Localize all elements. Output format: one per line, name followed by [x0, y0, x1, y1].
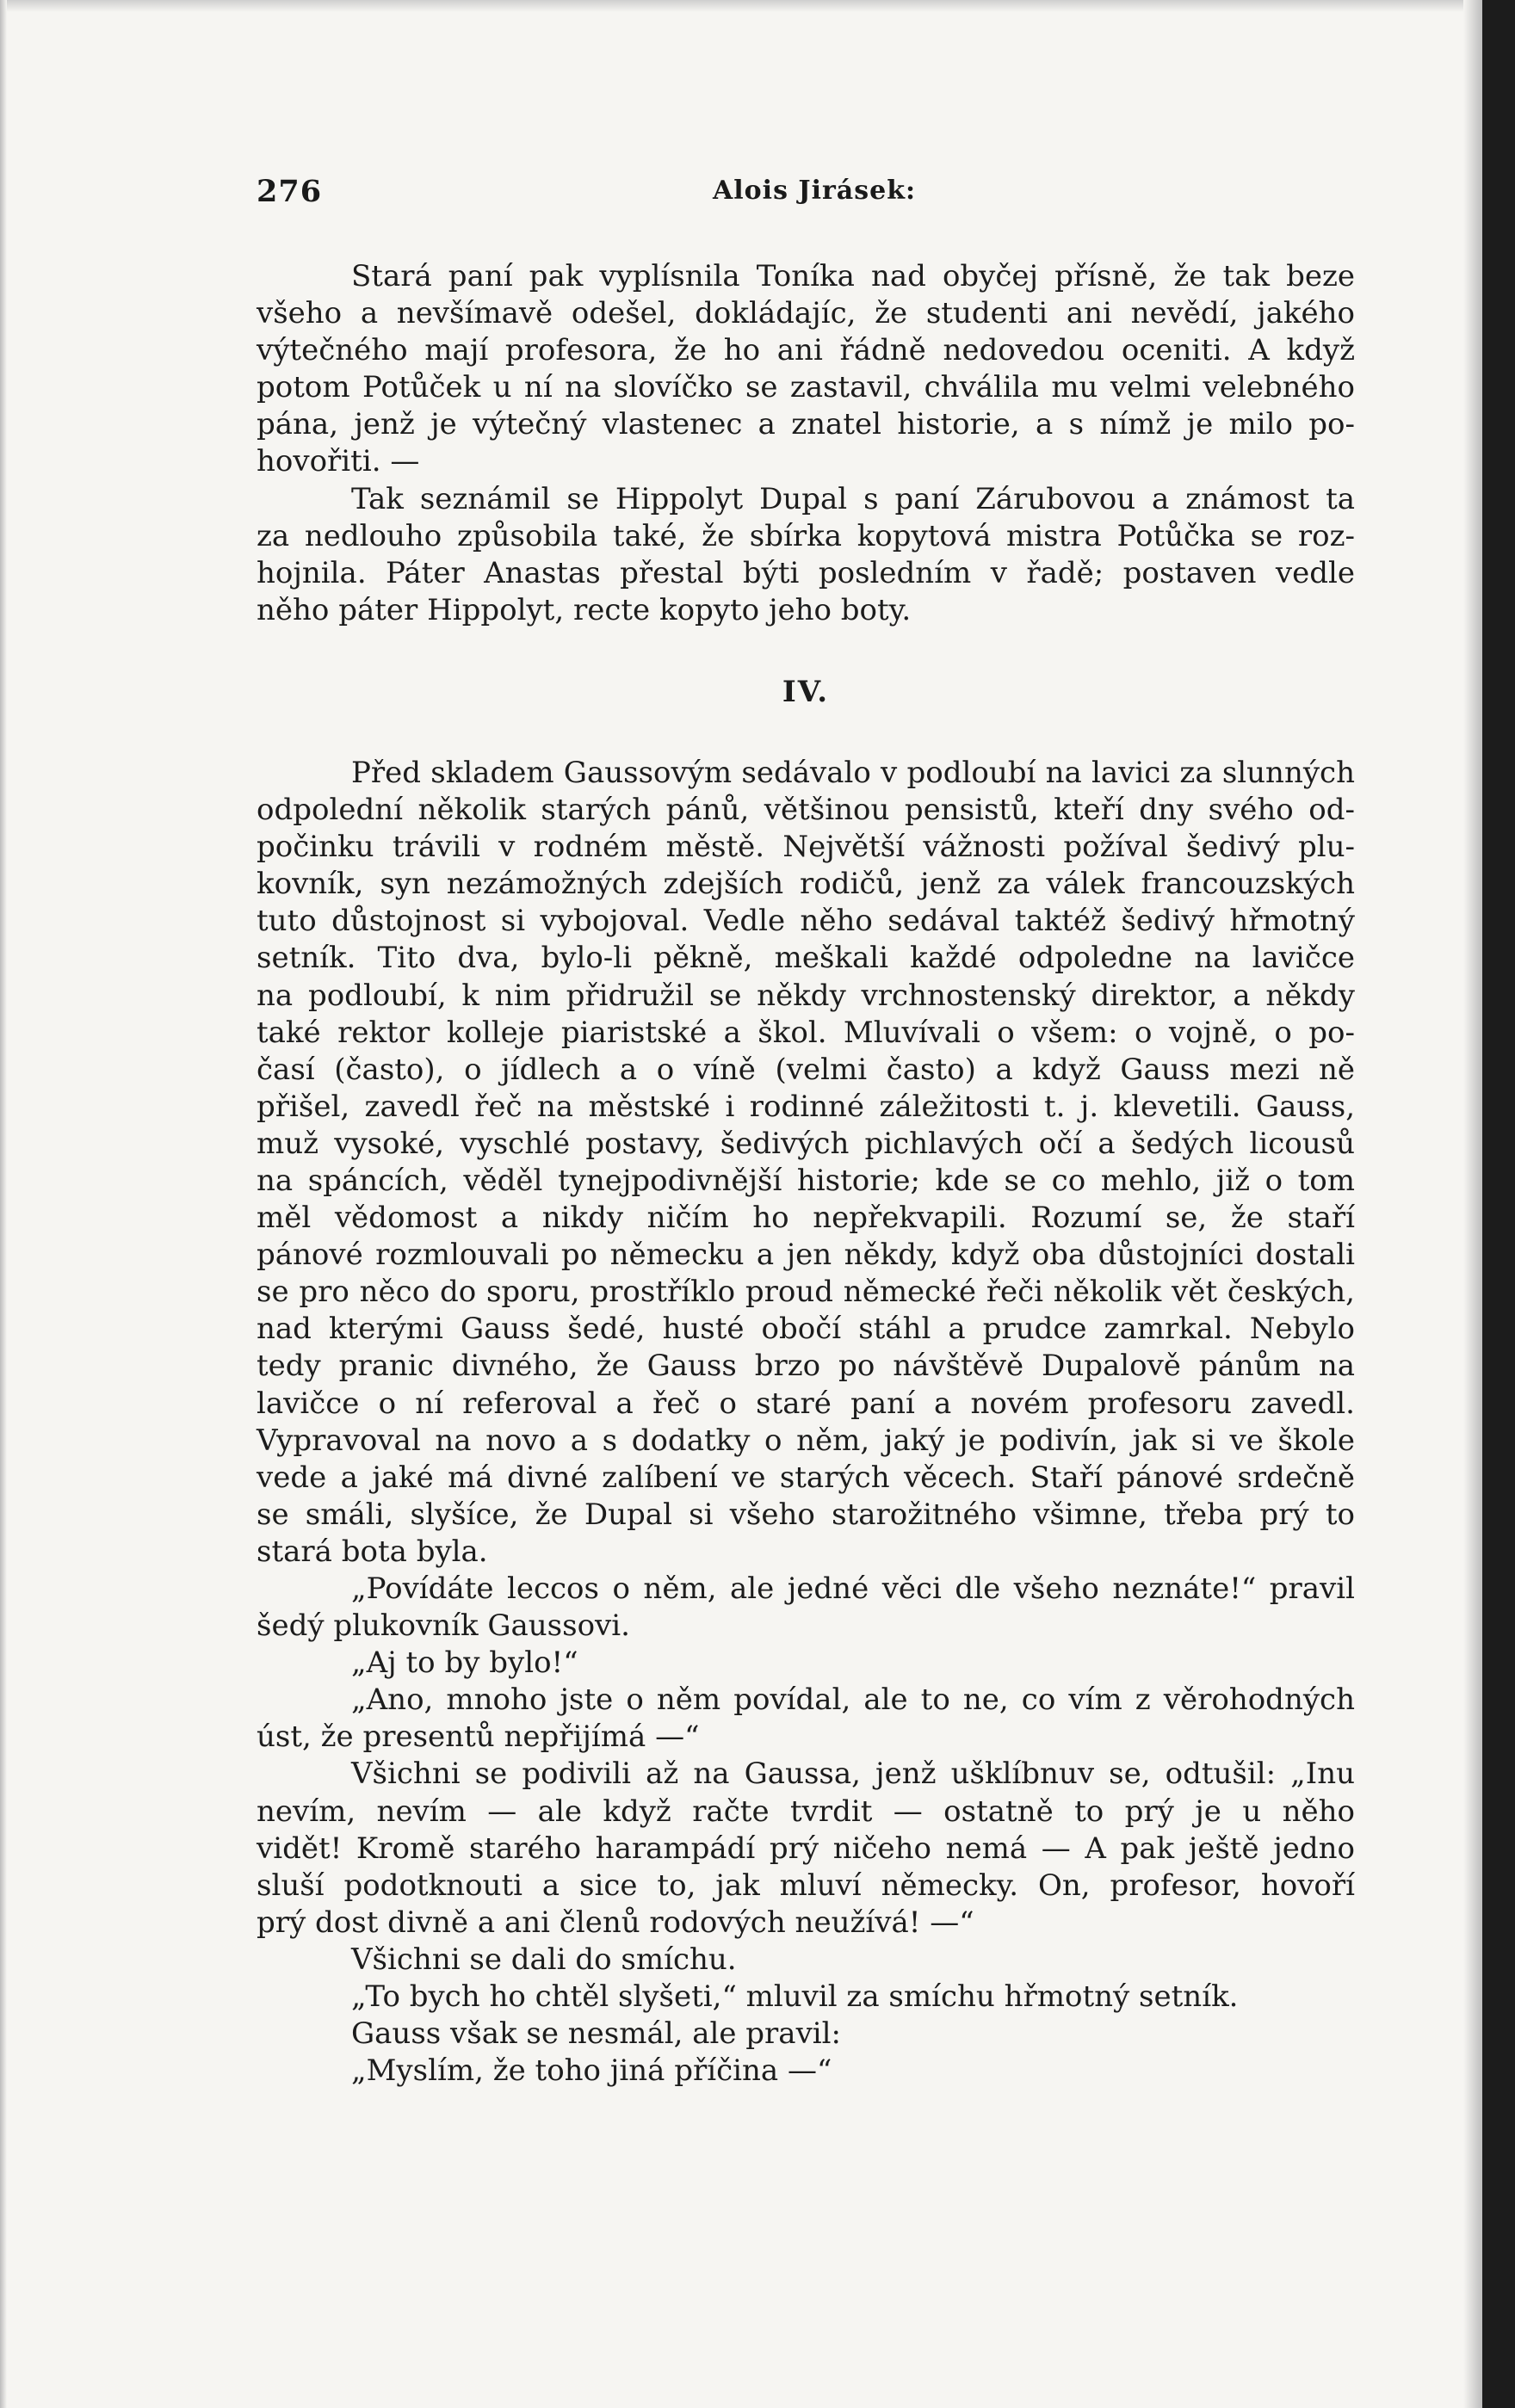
text-line: tuto důstojnost si vybojoval. Vedle něho sedával taktéž šedivý hřmotný [257, 904, 1355, 939]
text-line: šedý plukovník Gaussovi. [257, 1608, 630, 1644]
page-header [257, 174, 1341, 217]
text-line: hojnila. Páter Anastas přestal býti posledním v řadě; postaven vedle [257, 555, 1355, 590]
text-line: Tak seznámil se Hippolyt Dupal s paní Zárubovou a známost ta [351, 481, 1355, 516]
text-line: setník. Tito dva, bylo-li pěkně, meškali každé odpoledne na lavičce [257, 941, 1355, 976]
binding-shadow [1463, 0, 1482, 2408]
text-line: na podloubí, k nim přidružil se někdy vrchnostenský direktor, a někdy [257, 978, 1355, 1013]
scan-border [1482, 0, 1515, 2408]
page-left-edge [0, 0, 7, 2408]
section-heading: IV. [782, 674, 830, 709]
text-line: něho páter Hippolyt, recte kopyto jeho boty. [257, 592, 912, 627]
text-line: „To bych ho chtěl slyšeti,“ mluvil za smíchu hřmotný setník. [351, 1979, 1239, 2015]
text-line: Před skladem Gaussovým sedávalo v podloubí na lavici za slunných [351, 755, 1355, 790]
text-line: měl vědomost a nikdy ničím ho nepřekvapili. Rozumí se, že staří [257, 1201, 1355, 1236]
text-line: Stará paní pak vyplísnila Toníka nad obyčej přísně, že tak beze [351, 259, 1355, 293]
text-line: nevím, nevím — ale když račte tvrdit — ostatně to prý je u něho [257, 1794, 1355, 1829]
text-line: pánové rozmlouvali po německu a jen někdy, když oba důstojníci dostali [257, 1238, 1355, 1273]
text-line: za nedlouho způsobila také, že sbírka kopytová mistra Potůčka se roz- [257, 518, 1355, 553]
text-line: „Aj to by bylo!“ [351, 1645, 578, 1681]
text-line: pána, jenž je výtečný vlastenec a znatel historie, a s nímž je milo po- [257, 407, 1355, 442]
text-line: všeho a nevšímavě odešel, dokládajíc, že studenti ani nevědí, jakého [257, 296, 1355, 331]
text-line: sluší podotknouti a sice to, jak mluví německy. On, profesor, hovoří [257, 1868, 1355, 1903]
page-top-edge [0, 0, 1515, 12]
text-line: také rektor kolleje piaristské a škol. Mluvívali o všem: o vojně, o po- [257, 1015, 1355, 1050]
text-line: muž vysoké, vyschlé postavy, šedivých pichlavých očí a šedých licousů [257, 1126, 1355, 1161]
text-line: úst, že presentů nepřijímá —“ [257, 1720, 700, 1755]
text-line: počinku trávili v rodném městě. Největší vážnosti požíval šedivý plu- [257, 830, 1355, 865]
text-line: se smáli, slyšíce, že Dupal si všeho starožitného všimne, třeba prý to [257, 1497, 1355, 1532]
text-line: vidět! Kromě starého harampádí prý ničeho nemá — A pak ještě jedno [257, 1831, 1355, 1866]
text-line: prý dost divně a ani členů rodových neužívá! —“ [257, 1905, 974, 1940]
text-line: hovořiti. — [257, 444, 420, 479]
text-line: odpolední několik starých pánů, většinou pensistů, kteří dny svého od- [257, 793, 1355, 828]
text-line: kovník, syn nezámožných zdejších rodičů, jenž za válek francouzských [257, 867, 1355, 902]
text-line: Všichni se podivili až na Gaussa, jenž ušklíbnuv se, odtušil: „Inu [351, 1757, 1355, 1792]
text-line: stará bota byla. [257, 1534, 488, 1569]
text-line: „Ano, mnoho jste o něm povídal, ale to ne, co vím z věrohodných [351, 1683, 1355, 1718]
text-line: na spáncích, věděl tynejpodivnější historie; kde se co mehlo, již o tom [257, 1163, 1355, 1198]
text-line: Gauss však se nesmál, ale pravil: [351, 2016, 841, 2052]
text-line: vede a jaké má divné zalíbení ve starých věcech. Staří pánové srdečně [257, 1460, 1355, 1495]
text-line: „Povídáte leccos o něm, ale jedné věci dle všeho neznáte!“ pravil [351, 1571, 1355, 1606]
text-line: výtečného mají profesora, že ho ani řádně nedovedou oceniti. A když [257, 333, 1355, 368]
text-line: tedy pranic divného, že Gauss brzo po návštěvě Dupalově pánům na [257, 1349, 1355, 1384]
text-line: časí (často), o jídlech a o víně (velmi často) a když Gauss mezi ně [257, 1052, 1355, 1087]
text-line: Všichni se dali do smíchu. [351, 1942, 737, 1977]
text-line: nad kterými Gauss šedé, husté obočí stáhl a prudce zamrkal. Nebylo [257, 1312, 1355, 1347]
body-text [257, 258, 1355, 2090]
text-line: potom Potůček u ní na slovíčko se zastavil, chválila mu velmi velebného [257, 370, 1355, 405]
text-line: se pro něco do sporu, prostříklo proud německé řeči několik vět českých, [257, 1275, 1355, 1310]
running-head: Alois Jirásek: [713, 176, 917, 206]
text-line: Vypravoval na novo a s dodatky o něm, jaký je podivín, jak si ve škole [257, 1423, 1355, 1458]
page-number: 276 [257, 174, 323, 209]
text-line: přišel, zavedl řeč na městské i rodinné záležitosti t. j. klevetili. Gauss, [257, 1089, 1355, 1124]
text-line: lavičce o ní referoval a řeč o staré paní a novém profesoru zavedl. [257, 1386, 1355, 1421]
text-line: „Myslím, že toho jiná příčina —“ [351, 2053, 832, 2089]
